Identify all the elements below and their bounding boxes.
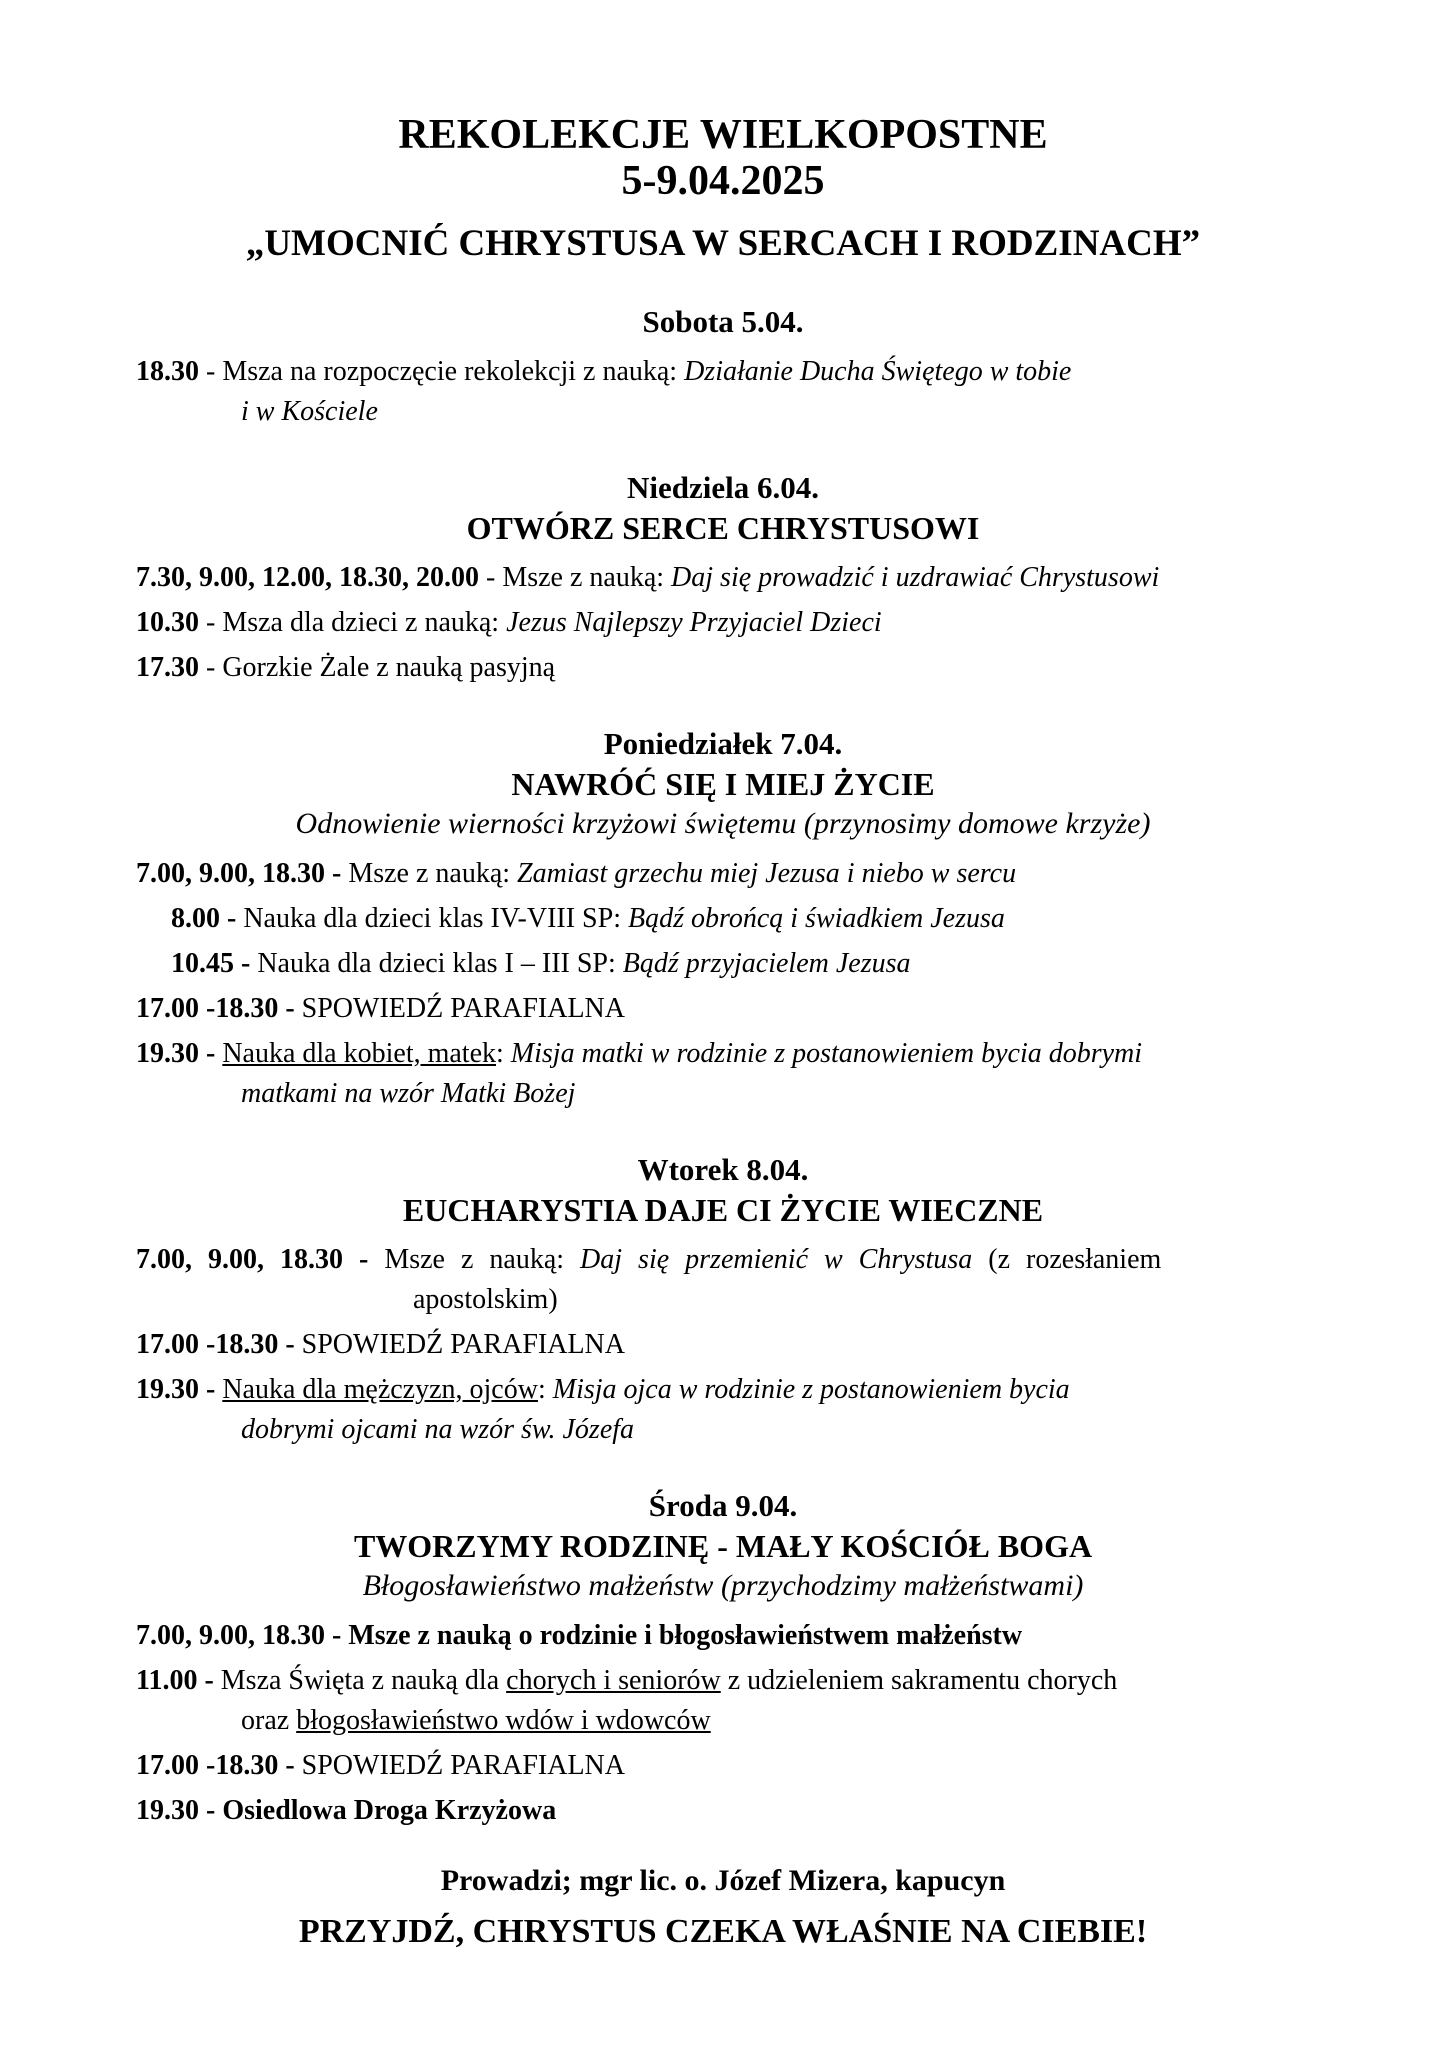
closing-invitation: PRZYJDŹ, CHRYSTUS CZEKA WŁAŚNIE NA CIEBIE! [298,1913,1148,1950]
schedule-item [136,989,1310,1029]
text-segment: z udzieleniem sakramentu chorych [720,1665,1118,1696]
schedule-item [136,603,1310,643]
schedule-item [136,1370,1310,1450]
text-segment: Nauka dla dzieci klas I – III SP: [257,948,623,979]
day-slogan: TWORZYMY RODZINĘ - MAŁY KOŚCIÓŁ BOGA [353,1528,1093,1564]
schedule-days [136,302,1310,1831]
page-title: REKOLEKCJE WIELKOPOSTNE [398,112,1048,158]
text-segment: 19.30 - [136,1374,223,1405]
text-segment: Misja matki w rodzinie z postanowieniem bycia dobrymi [510,1038,1143,1069]
day-section [136,1150,1310,1450]
text-segment: Misja ojca w rodzinie z postanowieniem bycia [552,1374,1070,1405]
text-segment: 7.00, 9.00, 18.30 - [136,1244,385,1275]
text-segment: oraz [241,1705,297,1736]
text-segment: 17.00 -18.30 - [136,1750,302,1781]
day-heading: Niedziela 6.04. [627,470,819,505]
day-items [136,558,1310,688]
text-segment: Zamiast grzechu miej Jezusa i niebo w sercu [517,858,1017,889]
text-segment: 7.00, 9.00, 18.30 - Msze z nauką o rodzinie i błogosławieństwem małżeństw [136,1620,1023,1651]
day-slogan: NAWRÓĆ SIĘ I MIEJ ŻYCIE [511,766,935,802]
day-items [136,352,1310,432]
text-segment: : [537,1374,553,1405]
day-heading: Wtorek 8.04. [637,1152,809,1187]
schedule-item [136,854,1310,894]
schedule-item [136,1746,1310,1786]
text-segment: 17.00 -18.30 - [136,1329,302,1360]
schedule-item [136,648,1310,688]
text-segment: Msze z nauką: [348,858,518,889]
day-heading: Sobota 5.04. [642,304,804,339]
text-segment: 10.45 - [171,948,258,979]
day-subtitle: Odnowienie wierności krzyżowi świętemu (przynosimy domowe krzyże) [295,807,1151,840]
day-subtitle: Błogosławieństwo małżeństw (przychodzimy małżeństwami) [362,1569,1084,1602]
text-segment: chorych i seniorów [506,1665,721,1696]
text-segment: 7.00, 9.00, 18.30 - [136,858,349,889]
text-segment: Daj się prowadzić i uzdrawiać Chrystusowi [671,562,1160,593]
day-heading: Środa 9.04. [648,1488,798,1523]
schedule-item [136,1034,1310,1114]
document-footer [136,1861,1310,1955]
text-segment: 11.00 - [136,1665,221,1696]
schedule-item [171,899,1310,939]
day-items [136,1616,1310,1831]
schedule-item [136,1325,1310,1365]
schedule-item [136,1791,1310,1831]
day-section [136,468,1310,688]
text-segment: - Msza dla dzieci z nauką: [199,607,507,638]
text-segment: SPOWIEDŹ PARAFIALNA [301,1329,625,1360]
schedule-item [136,558,1310,598]
text-segment: dobrymi ojcami na wzór św. Józefa [241,1414,635,1445]
text-segment: 7.30, 9.00, 12.00, 18.30, 20.00 [136,562,479,593]
text-segment: apostolskim) [413,1284,558,1315]
text-segment: Nauka dla dzieci klas IV-VIII SP: [243,903,628,934]
text-segment: 19.30 - [136,1038,223,1069]
text-segment: Jezus Najlepszy Przyjaciel Dzieci [506,607,882,638]
text-segment: Nauka dla kobiet, matek [222,1038,497,1069]
text-segment: (z rozesłaniem [972,1244,1162,1275]
text-segment: : [496,1038,511,1069]
schedule-item [136,1240,1310,1320]
schedule-item [171,944,1310,984]
text-segment: 18.30 [136,356,199,387]
retreat-dates: 5-9.04.2025 [621,158,825,204]
text-segment: SPOWIEDŹ PARAFIALNA [301,993,625,1024]
retreat-leader: Prowadzi; mgr lic. o. Józef Mizera, kapucyn [440,1864,1006,1897]
text-segment: 17.00 -18.30 - [136,993,302,1024]
text-segment: Bądź obrońcą i świadkiem Jezusa [627,903,1005,934]
text-segment: Działanie Ducha Świętego w tobie [684,356,1072,387]
day-section [136,302,1310,432]
text-segment: Msze z nauką: [384,1244,581,1275]
day-section [136,724,1310,1114]
day-heading: Poniedziałek 7.04. [603,726,843,761]
schedule-item [136,1661,1310,1741]
text-segment: - Msza na rozpoczęcie rekolekcji z nauką: [199,356,685,387]
text-segment: SPOWIEDŹ PARAFIALNA [301,1750,625,1781]
schedule-item [136,1616,1310,1656]
text-segment: i w Kościele [241,396,378,427]
text-segment: 10.30 [136,607,199,638]
text-segment: matkami na wzór Matki Bożej [241,1078,576,1109]
text-segment: Nauka dla mężczyzn, ojców [222,1374,538,1405]
text-segment: 19.30 - Osiedlowa Droga Krzyżowa [136,1795,557,1826]
day-slogan: OTWÓRZ SERCE CHRYSTUSOWI [466,510,980,546]
text-segment: 17.30 [136,652,199,683]
day-items [136,854,1310,1114]
text-segment: - Gorzkie Żale z nauką pasyjną [199,652,556,683]
day-section [136,1486,1310,1831]
text-segment: - Msze z nauką: [479,562,672,593]
retreat-motto: „UMOCNIĆ CHRYSTUSA W SERCACH I RODZINACH” [245,223,1201,264]
text-segment: Daj się przemienić w Chrystusa [580,1244,973,1275]
text-segment: Msza Święta z nauką dla [220,1665,507,1696]
schedule-item [136,352,1310,432]
day-items [136,1240,1310,1450]
day-slogan: EUCHARYSTIA DAJE CI ŻYCIE WIECZNE [402,1192,1044,1228]
text-segment: Bądź przyjacielem Jezusa [622,948,911,979]
text-segment: 8.00 - [171,903,244,934]
text-segment: błogosławieństwo wdów i wdowców [296,1705,711,1736]
